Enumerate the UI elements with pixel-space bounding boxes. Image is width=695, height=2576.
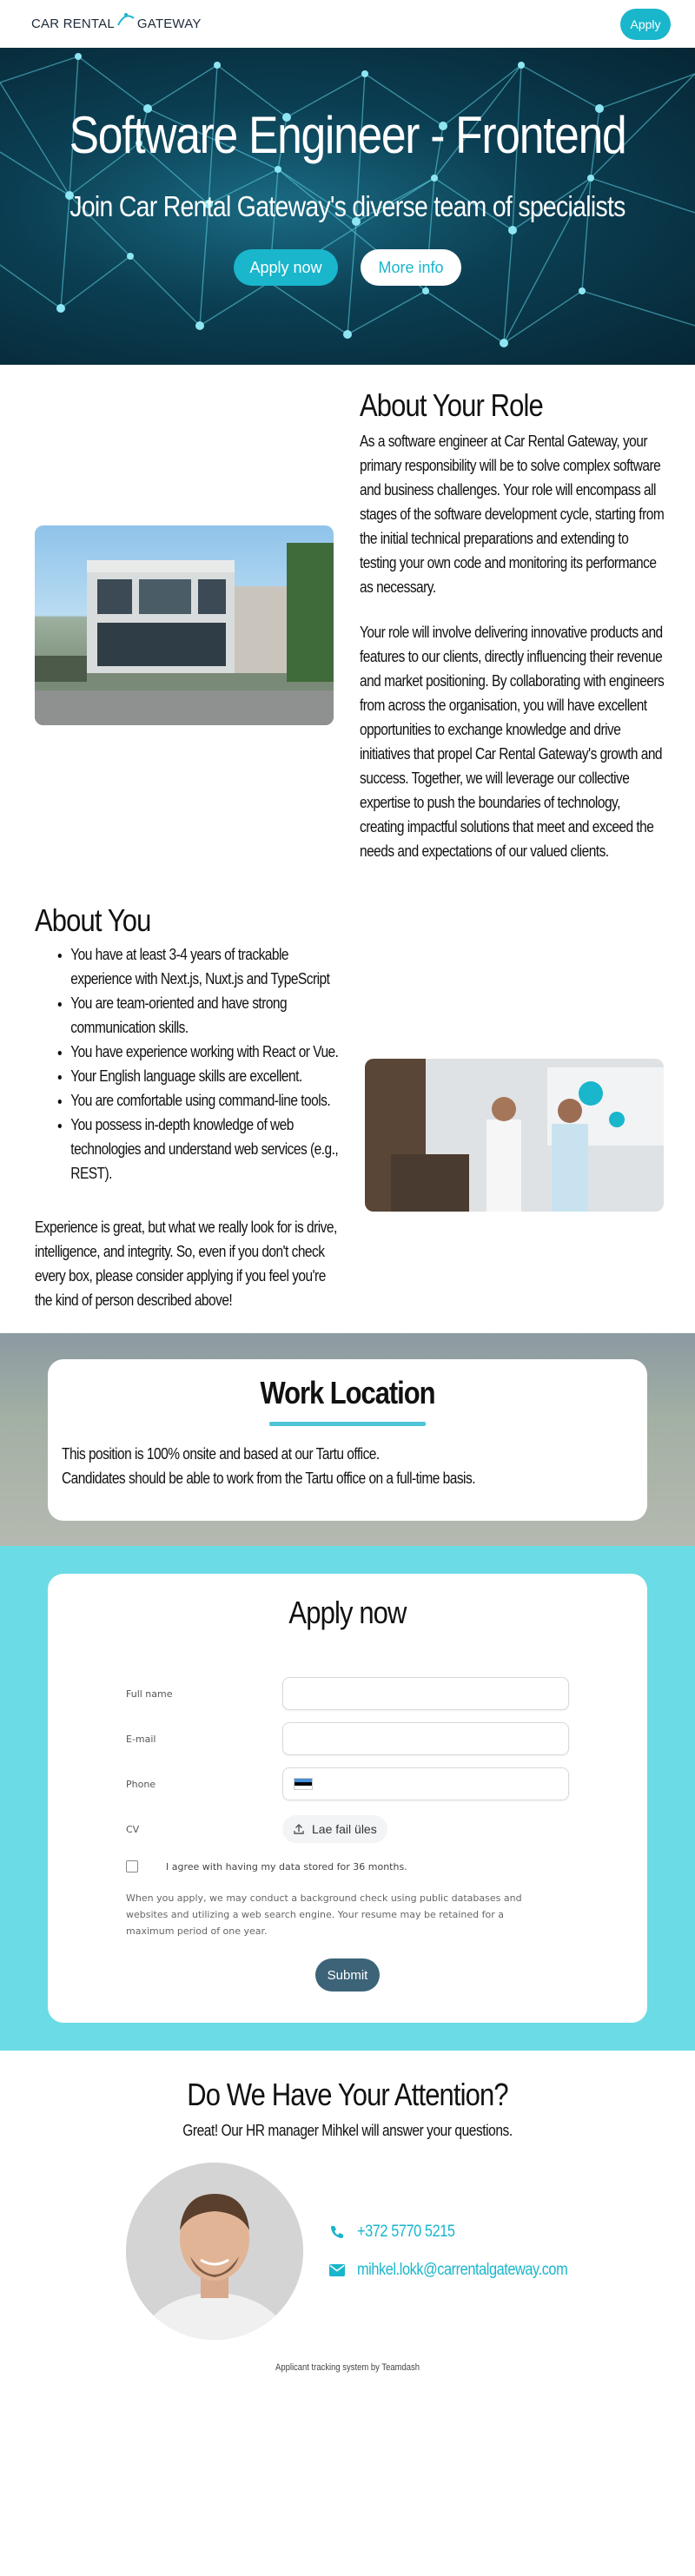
estonia-flag-icon[interactable] xyxy=(294,1778,313,1790)
cv-upload-button[interactable] xyxy=(282,1815,387,1843)
phone-number: +372 5770 5215 xyxy=(357,2223,455,2241)
building-illustration xyxy=(35,525,334,725)
consent-label: I agree with having my data stored for 36 months. xyxy=(166,1860,407,1873)
email-address: mihkel.lokk@carrentalgateway.com xyxy=(357,2261,568,2279)
requirements-list xyxy=(35,942,341,1186)
upload-icon xyxy=(293,1823,305,1835)
logo-text-right: GATEWAY xyxy=(136,17,202,31)
contact-section xyxy=(0,2051,695,2340)
background-check-notice: When you apply, we may conduct a background check using public databases and websites and utilizing a web search engine. Your resume may be retained for a maximum period of one year. xyxy=(126,1892,522,1937)
logo-swoosh-icon xyxy=(116,10,136,29)
about-you-closing: Experience is great, but what we really look for is drive, intelligence, and integrity. So, even if you don't check every box, please consider applying if you feel you're the kind of person described above! xyxy=(35,1219,337,1309)
about-you-section xyxy=(0,863,695,1312)
phone-label: Phone xyxy=(126,1778,156,1790)
list-item: • You are team-oriented and have strong communication skills. xyxy=(70,991,341,1040)
contact-subtitle: Great! Our HR manager Mihkel will answer your questions. xyxy=(182,2122,513,2139)
hero-subtitle: Join Car Rental Gateway's diverse team of specialists xyxy=(70,190,626,222)
hero-apply-now-button[interactable]: Apply now xyxy=(234,249,338,286)
upload-label: Lae fail üles xyxy=(312,1822,377,1836)
work-location-heading: Work Location xyxy=(260,1375,435,1410)
contact-heading: Do We Have Your Attention? xyxy=(187,2077,508,2112)
hr-manager-avatar xyxy=(126,2163,303,2340)
building-photo xyxy=(35,525,334,725)
hero-more-info-button[interactable]: More info xyxy=(361,249,461,286)
apply-heading: Apply now xyxy=(288,1595,407,1630)
logo-text-left: CAR RENTAL xyxy=(31,17,115,31)
work-location-line: This position is 100% onsite and based at our Tartu office. xyxy=(62,1445,380,1463)
role-section xyxy=(0,365,695,863)
office-illustration xyxy=(365,1059,664,1212)
envelope-icon xyxy=(329,2264,345,2276)
hero-title: Software Engineer - Frontend xyxy=(69,106,626,164)
work-location-section xyxy=(0,1333,695,1546)
application-form xyxy=(126,1671,569,1991)
phone-input[interactable] xyxy=(282,1767,569,1800)
hero-banner xyxy=(0,48,695,365)
apply-form-card xyxy=(48,1574,647,2023)
role-paragraph: Your role will involve delivering innovative products and features to our clients, directly influencing their revenue and market positioning. By collaborating with engineers from across the organisation, you will have excellent opportunities to exchange knowledge and drive initiatives that propel Car Rental Gateway's growth and success. Together, we will leverage our collective expertise to push the boundaries of technology, creating impactful solutions that meet and exceed the needs and expectations of our valued clients. xyxy=(360,624,665,860)
phone-icon xyxy=(329,2224,345,2240)
full-name-input[interactable] xyxy=(282,1677,569,1710)
consent-checkbox[interactable] xyxy=(126,1860,138,1873)
list-item: • You are comfortable using command-line tools. xyxy=(70,1088,341,1113)
email-input[interactable] xyxy=(282,1722,569,1755)
header-apply-button[interactable]: Apply xyxy=(620,9,671,40)
apply-section xyxy=(0,1546,695,2051)
role-paragraph: As a software engineer at Car Rental Gateway, your primary responsibility will be to solve complex software and business challenges. Your role will encompass all stages of the software development cycle, starting from the initial technical preparations and extending to testing your own code and monitoring its performance as necessary. xyxy=(360,433,665,596)
email-link[interactable] xyxy=(329,2251,602,2289)
heading-underline xyxy=(269,1422,426,1426)
cv-label: CV xyxy=(126,1823,140,1835)
list-item: • You possess in-depth knowledge of web technologies and understand web services (e.g., REST). xyxy=(70,1113,341,1186)
work-location-card xyxy=(48,1359,647,1521)
about-you-heading: About You xyxy=(35,902,151,938)
full-name-label: Full name xyxy=(126,1688,173,1700)
submit-button[interactable]: Submit xyxy=(315,1958,380,1991)
footer-credit[interactable]: Applicant tracking system by Teamdash xyxy=(275,2362,420,2373)
list-item: • You have at least 3-4 years of trackable experience with Next.js, Nuxt.js and TypeScript xyxy=(70,942,341,991)
work-location-line: Candidates should be able to work from the Tartu office on a full-time basis. xyxy=(62,1470,475,1487)
email-label: E-mail xyxy=(126,1733,156,1745)
role-heading: About Your Role xyxy=(360,387,543,423)
person-portrait xyxy=(126,2163,303,2340)
logo[interactable] xyxy=(31,15,202,34)
top-bar xyxy=(0,0,695,48)
list-item: • You have experience working with React or Vue. xyxy=(70,1040,341,1064)
list-item: • Your English language skills are excellent. xyxy=(70,1064,341,1088)
phone-link[interactable] xyxy=(329,2213,602,2251)
office-team-photo xyxy=(365,1059,664,1212)
